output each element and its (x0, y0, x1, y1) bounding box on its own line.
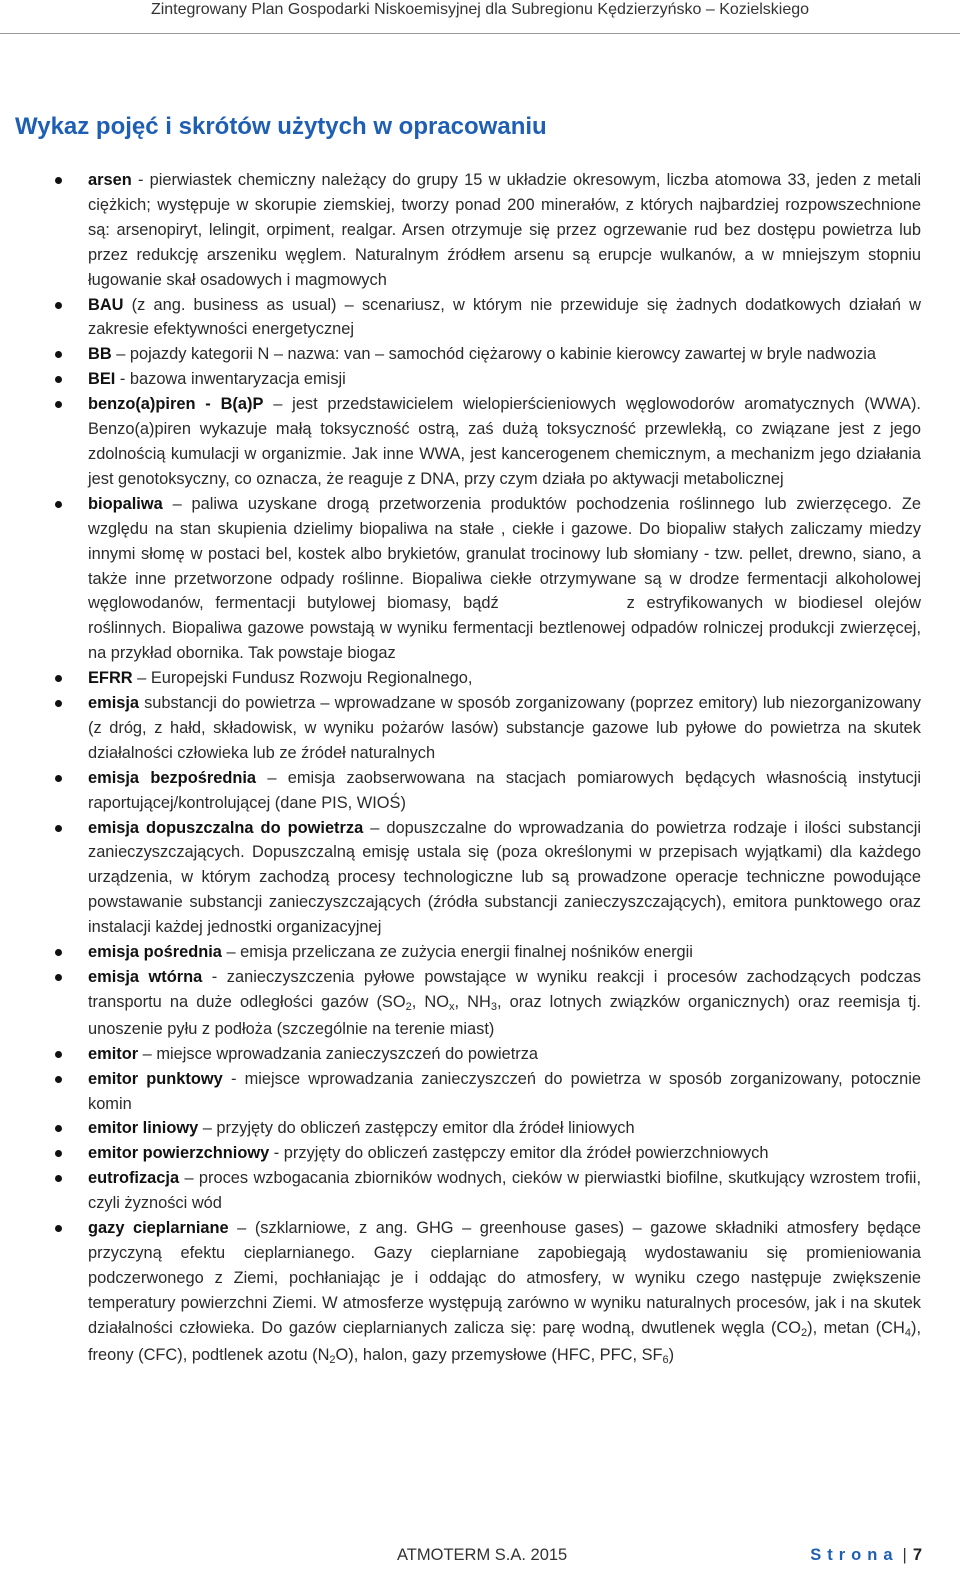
page-header (0, 0, 960, 34)
entry-definition-part: , NH (454, 992, 491, 1011)
entry-term: EFRR (88, 669, 133, 688)
entry-definition-part: O), halon, gazy przemysłowe (HFC, PFC, SF (335, 1345, 663, 1364)
page-label: Strona (810, 1546, 899, 1564)
entry-definition: – dopuszczalne do wprowadzania do powietrza rodzaje i ilości substancji zanieczyszczających. Dopuszczalną emisję ustala się (poza określonymi w przepisach wyjątkami) dla każdego urządzenia, w którym zachodzą procesy technologiczne lub są prowadzone operacje techniczne powodujące powstawanie substancji zanieczyszczających (źródła substancji zanieczyszczających), emitora punktowego oraz instalacji każdej jednostki organizacyjnej (88, 818, 921, 937)
glossary-entry-biopaliwa (88, 492, 921, 666)
subscript: 4 (904, 1326, 911, 1339)
entry-term: emisja (88, 694, 140, 713)
entry-definition-part: ), metan (CH (807, 1318, 905, 1337)
entry-term: emitor powierzchniowy (88, 1144, 270, 1163)
footer-company: ATMOTERM S.A. 2015 (397, 1546, 568, 1564)
subscript: 3 (490, 1000, 497, 1013)
glossary-entry-emitor-liniowy (88, 1116, 921, 1141)
entry-term: BB (88, 345, 112, 364)
entry-term: BEI (88, 370, 116, 389)
entry-term: eutrofizacja (88, 1169, 180, 1188)
subscript: 2 (329, 1353, 336, 1366)
page-number: 7 (912, 1546, 922, 1564)
glossary-entry-gazy-cieplarniane (88, 1216, 921, 1369)
entry-definition: – emisja zaobserwowana na stacjach pomiarowych będących własnością instytucji raportującej/kontrolującej (dane PIS, WIOŚ) (88, 768, 922, 812)
entry-definition: – emisja przeliczana ze zużycia energii finalnej nośników energii (221, 943, 693, 962)
entry-definition: – (szklarniowe, z ang. GHG – greenhouse gases) – gazowe składniki atmosfery będące przyczyną efektu cieplarnianego. Gazy cieplarniane zapobiegają wydostawaniu się promieniowania podczerwonego z Ziemi, pochłaniając je i oddając do atmosfery, w wyniku czego następuje zwiększenie temperatury powierzchni Ziemi. W atmosferze występują zarówno w wyniku naturalnych procesów, jak i na skutek działalności człowieka. Do gazów cieplarnianych zalicza się: parę wodną, dwutlenek węgla (CO (88, 1219, 921, 1337)
entry-definition: – jest przedstawicielem wielopierścieniowych węglowodorów aromatycznych (WWA). Benzo(a)piren wykazuje małą toksyczność ostrą, zaś dużą toksyczność przewlekłą, co związane jest z jego zdolnością kumulacji w organizmie. Jak inne WWA, jest kancerogenem chemicznym, a mechanizm jego działania jest genotoksyczny, co oznacza, że reaguje z DNA, przy czym działa po aktywacji metabolicznej (88, 395, 921, 488)
entry-definition-part: ), freony (CFC), podtlenek azotu (N (88, 1318, 922, 1364)
entry-term: emisja pośrednia (88, 943, 222, 962)
entry-term: emitor (88, 1044, 139, 1063)
glossary-entry-emisja-wtorna (88, 965, 921, 1042)
subscript: 6 (662, 1353, 669, 1366)
entry-definition: substancji do powietrza – wprowadzane w sposób zorganizowany (poprzez emitory) lub niezorganizowany (z dróg, z hałd, składowisk, w wyniku pożarów lasów) substancje gazowe lub pyłowe do powietrza na skutek działalności człowieka lub ze źródeł naturalnych (88, 694, 921, 762)
subscript: 2 (801, 1326, 808, 1339)
entry-definition: - pierwiastek chemiczny należący do grupy 15 w układzie okresowym, liczba atomowa 33, jeden z metali ciężkich; występuje w skorupie ziemskiej, tworzy ponad 200 minerałów, z których najbardziej rozpowszechnione są: arsenopiryt, lelingit, orpiment, realgar. Arsen otrzymuje się przez ogrzewanie rud bez dostępu powietrza lub przez redukcję arszeniku węglem. Naturalnym źródłem arsenu są erupcje wulkanów, a w mniejszym stopniu ługowanie skał osadowych i magmowych (88, 171, 921, 289)
glossary-entry-emisja-bezposrednia (88, 766, 921, 816)
entry-definition: - przyjęty do obliczeń zastępczy emitor dla źródeł powierzchniowych (269, 1144, 769, 1163)
entry-term: biopaliwa (88, 494, 163, 513)
entry-term: arsen (88, 171, 132, 189)
glossary-entry-emitor-punktowy (88, 1067, 921, 1117)
entry-definition-part: , oraz lotnych związków organicznych) oraz reemisja tj. unoszenie pyłu z podłoża (szczególnie na terenie miast) (88, 992, 921, 1038)
subscript: x (449, 1000, 455, 1013)
glossary-entry-emisja-posrednia (88, 940, 921, 965)
glossary-entry-benzoapiren (88, 392, 921, 492)
page-separator: | (902, 1546, 907, 1564)
entry-definition: – proces wzbogacania zbiorników wodnych, cieków w pierwiastki biofilne, skutkujący wzrostem trofii, czyli żyzności wód (88, 1169, 921, 1213)
entry-term: emisja dopuszczalna do powietrza (88, 818, 364, 837)
entry-definition: (z ang. business as usual) – scenariusz, w którym nie przewiduje się żadnych dodatkowych działań w zakresie efektywności energetycznej (88, 295, 921, 339)
glossary-entry-efrr (88, 666, 921, 691)
entry-term: BAU (88, 295, 124, 314)
entry-term: emisja wtórna (88, 968, 203, 986)
glossary-entry-emisja-dopuszczalna (88, 816, 921, 941)
page-title: Wykaz pojęć i skrótów użytych w opracowaniu (15, 113, 547, 140)
entry-definition: – przyjęty do obliczeń zastępczy emitor dla źródeł liniowych (198, 1119, 635, 1138)
entry-definition-part: , NO (411, 992, 449, 1011)
entry-definition: – Europejski Fundusz Rozwoju Regionalnego, (132, 669, 473, 688)
glossary-entry-emisja (88, 691, 921, 766)
glossary-entry-bb (88, 342, 921, 367)
entry-definition-part: ) (668, 1345, 675, 1364)
subscript: 2 (405, 1000, 412, 1013)
entry-term: benzo(a)piren - B(a)P (88, 395, 264, 414)
entry-definition: - bazowa inwentaryzacja emisji (115, 370, 346, 389)
entry-definition: – paliwa uzyskane drogą przetworzenia produktów pochodzenia roślinnego lub zwierzęcego. Ze względu na stan skupienia dzielimy biopaliwa na stałe , ciekłe i gazowe. Do biopaliw stałych zaliczamy miedzy innymi słomę w postaci bel, kostek albo brykietów, granulat trocinowy lub słomiany - tzw. pellet, drewno, siano, a także inne przetworzone odpady roślinne. Biopaliwa ciekłe otrzymywane są w drodze fermentacji alkoholowej węglowodanów, fermentacji butylowej biomasy, bądź (88, 494, 921, 613)
glossary-entry-bau (88, 293, 921, 343)
entry-definition: – miejsce wprowadzania zanieczyszczeń do powietrza (138, 1044, 539, 1063)
entry-term: emitor liniowy (88, 1119, 199, 1138)
entry-term: emisja bezpośrednia (88, 768, 257, 787)
glossary-entry-arsen (88, 168, 921, 293)
entry-definition: - miejsce wprowadzania zanieczyszczeń do powietrza w sposób zorganizowany, potocznie komin (88, 1069, 921, 1113)
glossary-entry-bei (88, 367, 921, 392)
header-title: Zintegrowany Plan Gospodarki Niskoemisyjnej dla Subregionu Kędzierzyńsko – Kozielskiego (150, 1, 810, 18)
entry-definition-continued: z estryfikowanych w biodiesel olejów roślinnych. Biopaliwa gazowe powstają w wyniku fermentacji beztlenowej odpadów rolniczej produkcji zwierzęcej, na przykład obornika. Tak powstaje biogaz (88, 594, 921, 663)
glossary-entry-emitor (88, 1042, 921, 1067)
entry-definition: – pojazdy kategorii N – nazwa: van – samochód ciężarowy o kabinie kierowcy zawartej w bryle nadwozia (111, 345, 877, 364)
entry-definition: - zanieczyszczenia pyłowe powstające w wyniku reakcji i procesów zachodzących podczas transportu na duże odległości gazów (SO (88, 968, 921, 1011)
glossary-list (88, 168, 921, 1370)
glossary-entry-emitor-powierzchniowy (88, 1141, 921, 1166)
glossary-entry-eutrofizacja (88, 1166, 921, 1216)
footer-page (810, 1545, 922, 1565)
entry-term: gazy cieplarniane (88, 1219, 229, 1238)
entry-term: emitor punktowy (88, 1069, 223, 1088)
